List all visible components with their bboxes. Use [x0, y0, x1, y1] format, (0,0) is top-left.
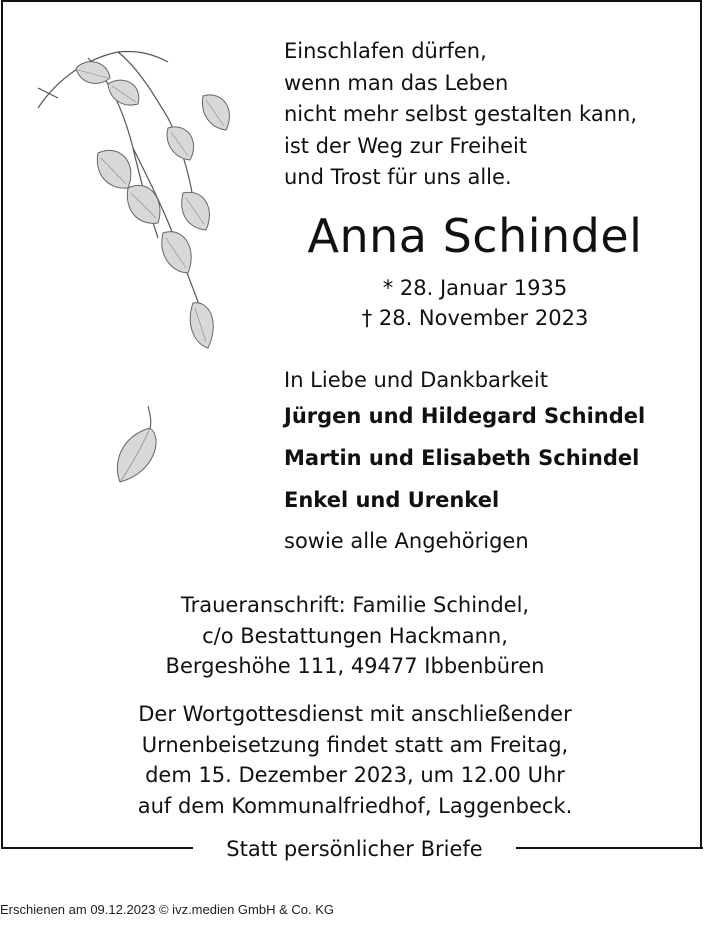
- death-date: † 28. November 2023: [361, 306, 589, 330]
- service-line: dem 15. Dezember 2023, um 12.00 Uhr: [145, 763, 565, 787]
- mourner-family: Jürgen und Hildegard Schindel: [284, 404, 646, 428]
- frame-bottom-right-rule: [516, 847, 703, 849]
- service-line: auf dem Kommunalfriedhof, Laggenbeck.: [137, 793, 573, 818]
- mourner-family: Martin und Elisabeth Schindel: [284, 446, 640, 470]
- poem: [284, 36, 637, 194]
- deceased-name: Anna Schindel: [307, 209, 643, 263]
- poem-line: ist der Weg zur Freiheit: [284, 133, 528, 158]
- mourners: [284, 365, 645, 561]
- poem-line: Einschlafen dürfen,: [284, 39, 487, 63]
- mourners-others: sowie alle Angehörigen: [284, 529, 529, 553]
- birch-branch-icon: [28, 38, 238, 368]
- mourners-intro: In Liebe und Dankbarkeit: [284, 368, 548, 392]
- birth-date: * 28. Januar 1935: [382, 276, 568, 300]
- mourning-address: [60, 590, 650, 682]
- mourner-family: Enkel und Urenkel: [284, 488, 500, 512]
- falling-leaf-icon: [108, 402, 163, 487]
- address-line: Traueranschrift: Familie Schindel,: [180, 593, 530, 617]
- life-dates: [330, 273, 620, 333]
- address-line: Bergeshöhe 111, 49477 Ibbenbüren: [165, 654, 545, 678]
- service-info: [60, 699, 650, 821]
- publication-credit: Erschienen am 09.12.2023 © ivz.medien GmbH & Co. KG: [0, 902, 335, 917]
- frame-bottom-left-rule: [1, 847, 193, 849]
- footer-note: Statt persönlicher Briefe: [226, 837, 483, 861]
- address-line: c/o Bestattungen Hackmann,: [202, 623, 508, 648]
- poem-line: wenn man das Leben: [284, 70, 509, 95]
- poem-line: nicht mehr selbst gestalten kann,: [284, 102, 638, 126]
- service-line: Der Wortgottesdienst mit anschließender: [138, 702, 572, 726]
- service-line: Urnenbeisetzung findet statt am Freitag,: [141, 732, 569, 757]
- poem-line: und Trost für uns alle.: [284, 165, 512, 189]
